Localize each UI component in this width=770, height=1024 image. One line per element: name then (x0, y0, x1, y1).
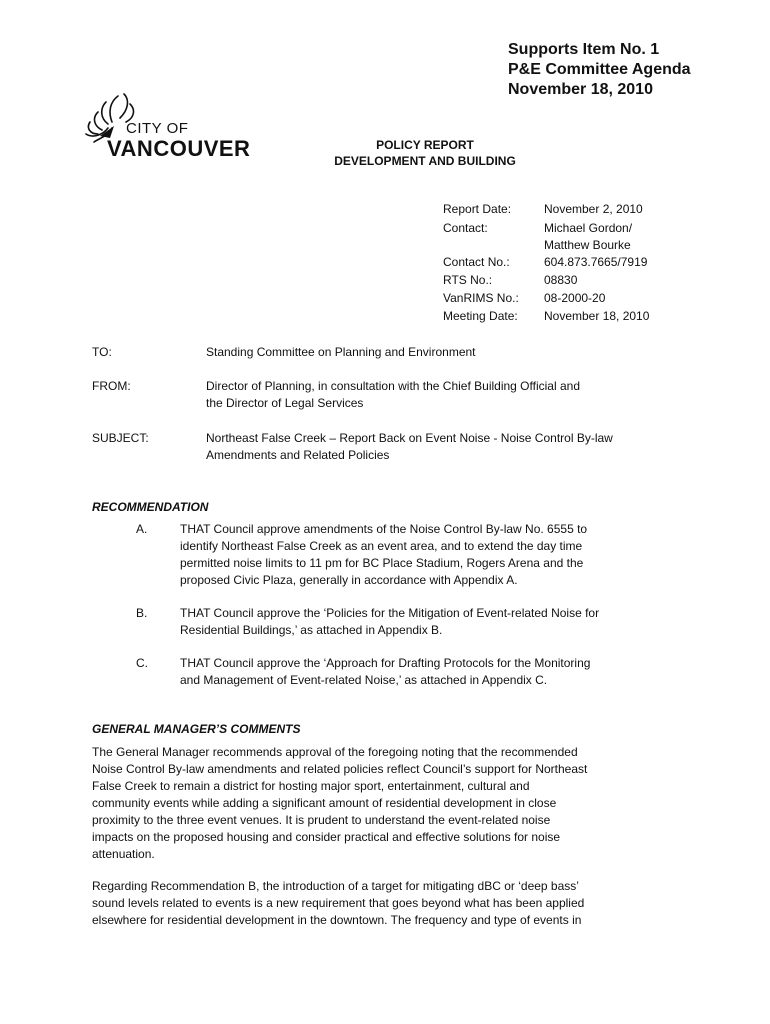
recommendation-line: THAT Council approve the ‘Approach for Drafting Protocols for the Monitoring (180, 656, 591, 670)
from-row (92, 378, 681, 412)
paragraph-line: attenuation. (92, 847, 155, 861)
meta-label: Report Date: (443, 202, 512, 216)
meta-label: VanRIMS No.: (443, 291, 519, 305)
committee-agenda-line: P&E Committee Agenda (508, 61, 691, 78)
meta-label: Meeting Date: (443, 309, 518, 323)
recommendation-text (180, 521, 680, 589)
paragraph-line: elsewhere for residential development in the downtown. The frequency and type of events in (92, 913, 582, 927)
meta-value: 08830 (544, 273, 578, 287)
paragraph-line: Noise Control By-law amendments and related policies reflect Council’s support for Northeast (92, 762, 588, 776)
paragraph-line: impacts on the proposed housing and consider practical and effective solutions for noise (92, 830, 561, 844)
to-line: Standing Committee on Planning and Environment (206, 345, 476, 359)
recommendation-text (180, 605, 680, 639)
from-line: Director of Planning, in consultation with the Chief Building Official and (206, 379, 580, 393)
logo-vancouver-text: VANCOUVER (107, 136, 251, 161)
recommendation-line: THAT Council approve amendments of the Noise Control By-law No. 6555 to (180, 522, 588, 536)
recommendation-line: THAT Council approve the ‘Policies for the Mitigation of Event-related Noise for (180, 606, 600, 620)
logo-city-of-text: CITY OF (126, 120, 189, 137)
meta-label (443, 237, 544, 254)
meta-row (443, 272, 704, 289)
to-value (206, 344, 681, 361)
recommendation-text (180, 655, 680, 689)
paragraph-line: community events while adding a significant amount of residential development in close (92, 796, 557, 810)
meta-value: November 2, 2010 (544, 202, 643, 216)
paragraph-line: False Creek to remain a district for hosting major sport, entertainment, cultural and (92, 779, 530, 793)
recommendation-line: proposed Civic Plaza, generally in accordance with Appendix A. (180, 573, 518, 587)
meta-row (443, 201, 704, 218)
from-label: FROM: (92, 379, 131, 393)
meta-value: Michael Gordon/ (544, 221, 633, 235)
recommendation-letter: A. (136, 522, 148, 536)
meta-value: 08-2000-20 (544, 291, 606, 305)
subject-line: Amendments and Related Policies (206, 448, 390, 462)
meta-label: RTS No.: (443, 273, 493, 287)
report-meta-table (443, 201, 704, 325)
paragraph-line: sound levels related to events is a new requirement that goes beyond what has been applied (92, 896, 585, 910)
recommendation-item (136, 521, 680, 589)
recommendation-line: and Management of Event-related Noise,’ as attached in Appendix C. (180, 673, 548, 687)
agenda-date-line: November 18, 2010 (508, 81, 653, 98)
to-row (92, 344, 681, 361)
meta-value: Matthew Bourke (544, 238, 631, 252)
meta-value: November 18, 2010 (544, 309, 650, 323)
recommendation-letter: C. (136, 656, 148, 670)
paragraph-line: Regarding Recommendation B, the introduction of a target for mitigating dBC or ‘deep bass’ (92, 879, 579, 893)
subject-row (92, 430, 681, 464)
meta-row (443, 254, 704, 271)
meta-value: 604.873.7665/7919 (544, 255, 648, 269)
meta-row (443, 220, 704, 237)
recommendation-line: permitted noise limits to 11 pm for BC Place Stadium, Rogers Arena and the (180, 556, 584, 570)
supports-item-line: Supports Item No. 1 (508, 41, 660, 58)
meta-label: Contact: (443, 221, 488, 235)
to-label: TO: (92, 345, 112, 359)
meta-label: Contact No.: (443, 255, 510, 269)
gm-paragraph (92, 878, 682, 929)
report-department-line: DEVELOPMENT AND BUILDING (334, 154, 516, 168)
gm-paragraph (92, 744, 682, 863)
recommendation-heading: RECOMMENDATION (92, 500, 209, 514)
paragraph-line: proximity to the three event venues. It is prudent to understand the event-related noise (92, 813, 551, 827)
recommendation-item (136, 605, 680, 639)
report-title-line: POLICY REPORT (376, 138, 474, 152)
meta-row (443, 308, 704, 325)
from-line: the Director of Legal Services (206, 396, 364, 410)
from-value (206, 378, 681, 412)
subject-value (206, 430, 681, 464)
meta-row (443, 237, 704, 254)
subject-label: SUBJECT: (92, 431, 149, 445)
supports-item-block (508, 40, 748, 100)
subject-line: Northeast False Creek – Report Back on Event Noise - Noise Control By-law (206, 431, 613, 445)
gm-comments-heading: GENERAL MANAGER’S COMMENTS (92, 722, 301, 736)
paragraph-line: The General Manager recommends approval of the foregoing noting that the recommended (92, 745, 578, 759)
recommendation-letter: B. (136, 606, 148, 620)
recommendation-line: identify Northeast False Creek as an event area, and to extend the day time (180, 539, 583, 553)
recommendation-item (136, 655, 680, 689)
recommendation-line: Residential Buildings,’ as attached in Appendix B. (180, 623, 443, 637)
meta-row (443, 290, 704, 307)
report-title (300, 137, 550, 169)
